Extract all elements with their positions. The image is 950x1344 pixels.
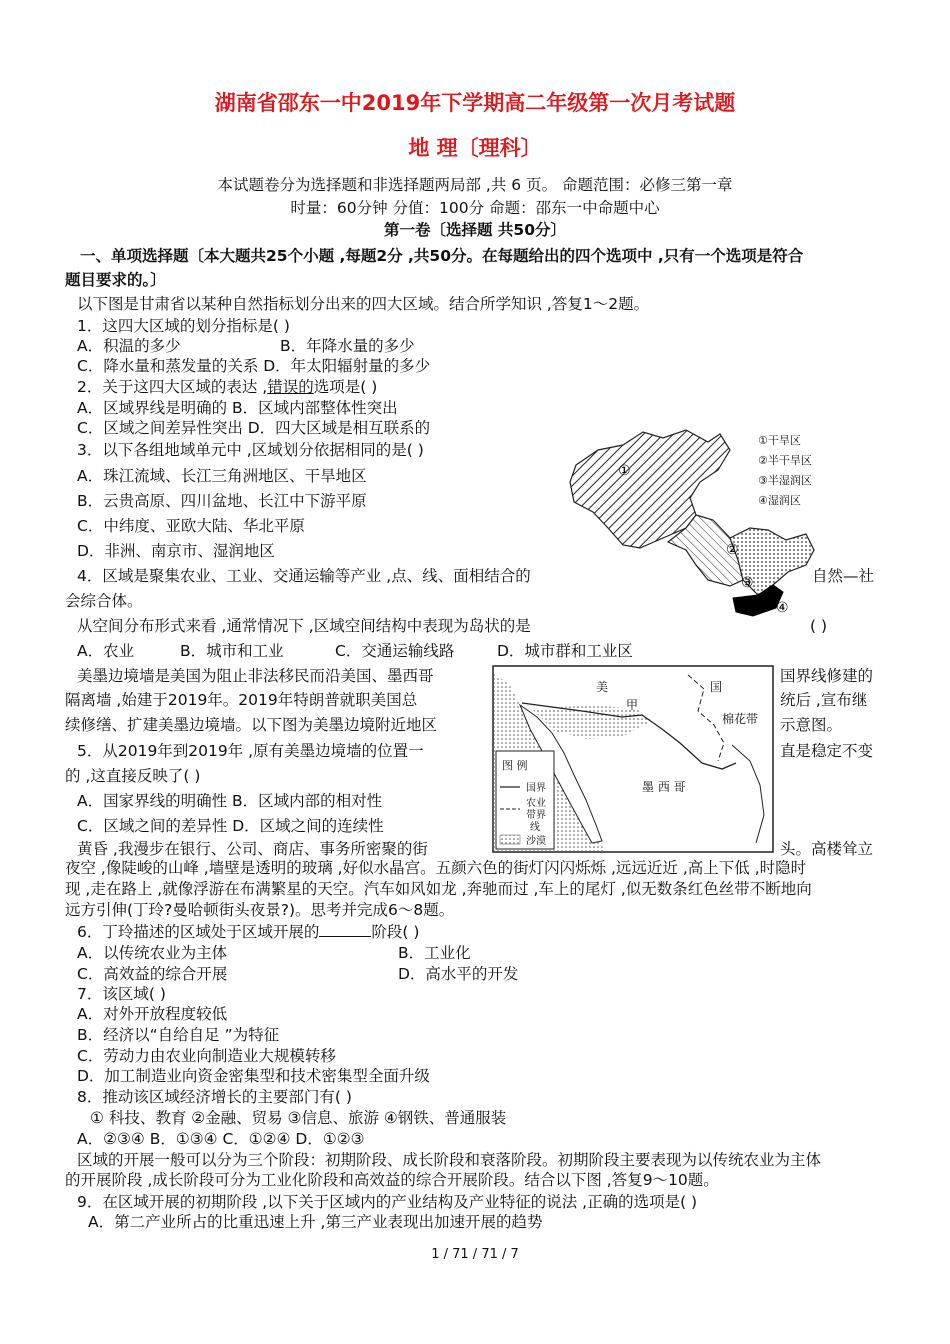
q6-option-d: D．高水平的开发: [398, 965, 519, 983]
label-us-1: 美: [596, 680, 609, 694]
question-1: 1．这四大区域的划分指标是( ): [77, 317, 290, 335]
q8-options: A．②③④ B．①③④ C．①②④ D．①②③: [77, 1130, 365, 1148]
section-title: 第一卷〔选择题 共50分〕: [384, 221, 566, 239]
passage-9-line-1: 区域的开展一般可以分为三个阶段：初期阶段、成长阶段和衰落阶段。初期阶段主要表现为以传统农业为主体: [77, 1151, 822, 1169]
gansu-region-map: [568, 420, 888, 620]
q2-text-pre: 2．关于这四大区域的表达 ,: [77, 378, 268, 396]
question-4-right: 自然—社: [812, 567, 875, 585]
part1-heading-cont: 题目要求的。〕: [65, 271, 166, 289]
legend-border: 国界: [526, 783, 546, 794]
question-8: 8．推动该区域经济增长的主要部门有( ): [77, 1088, 352, 1106]
question-5-right: 直是稳定不变: [780, 742, 874, 760]
passage-6-line-4: 远方引伸(丁玲?曼哈顿街头夜景?)。思考并完成6～8题。: [65, 901, 455, 919]
q6-option-b: B．工业化: [398, 944, 471, 962]
q6-text-pre: 6．丁玲描述的区域处于区域开展的: [77, 923, 320, 941]
exam-info-line-2: 时量：60分钟 分值：100分 命题：邵东一中命题中心: [290, 199, 660, 217]
q3-option-a: A．珠江流域、长江三角洲地区、干旱地区: [77, 467, 367, 485]
q2-options-ab: A．区域界线是明确的 B．区域内部整体性突出: [77, 399, 398, 417]
q5-options-ab: A．国家界线的明确性 B．区域内部的相对性: [77, 792, 383, 810]
zone-mark-4: ④: [776, 600, 789, 616]
q2-underlined: 错误的: [267, 378, 314, 396]
q1-option-b: B．年降水量的多少: [280, 337, 415, 355]
zone-mark-1: ①: [618, 463, 631, 479]
question-5-cont: 的 ,这直接反映了( ): [65, 767, 201, 785]
q4-option-b: B．城市和工业: [180, 642, 284, 660]
zone-mark-2: ②: [726, 542, 739, 558]
q3-option-d: D．非洲、南京市、湿润地区: [77, 542, 275, 560]
passage-5-line-1: 美墨边境墙是美国为阻止非法移民而沿美国、墨西哥: [77, 667, 434, 685]
q7-option-b: B．经济以“自给自足 ”为特征: [77, 1026, 280, 1044]
passage-6-line-1: 黄昏 ,我漫步在银行、公司、商店、事务所密聚的街: [77, 840, 428, 858]
q7-option-a: A．对外开放程度较低: [77, 1005, 228, 1023]
q4-option-a: A．农业: [77, 642, 135, 660]
q6-blank: [319, 922, 371, 937]
us-mexico-border-map: [492, 665, 774, 853]
legend-humid: ④湿润区: [758, 494, 801, 507]
passage-5-right-2: 统后 ,宣布继: [780, 691, 868, 709]
label-us-2: 国: [710, 680, 723, 694]
question-3: 3．以下各组地域单元中 ,区域划分依据相同的是( ): [77, 441, 424, 459]
question-6: [77, 922, 419, 942]
question-4-cont: 会综合体。: [65, 592, 143, 610]
q8-items: ① 科技、教育 ②金融、贸易 ③信息、旅游 ④钢铁、普通服装: [90, 1109, 507, 1127]
subject-title: 地 理〔理科〕: [408, 136, 542, 160]
part1-heading: 一、单项选择题〔本大题共25个小题 ,每题2分 ,共50分。在每题给出的四个选项中 ,只有一个选项是符合: [80, 247, 804, 265]
q1-options-cd: C．降水量和蒸发量的关系 D．年太阳辐射量的多少: [77, 357, 431, 375]
passage-5-line-3: 续修缮、扩建美墨边境墙。以下图为美墨边境附近地区: [65, 716, 438, 734]
q9-option-a: A．第二产业所占的比重迅速上升 ,第三产业表现出加速开展的趋势: [88, 1213, 543, 1231]
legend-belt-3: 线: [530, 822, 540, 833]
q2-text-post: 选项是( ): [313, 378, 378, 396]
passage-6-right-1: 头。高楼耸立: [780, 840, 874, 858]
passage-6-line-2: 夜空 ,像陡峻的山峰 ,墙壁是透明的玻璃 ,好似水晶宫。五颜六色的街灯闪闪烁烁 ,远远近近 ,高上下低 ,时隐时: [65, 859, 807, 877]
legend-belt-1: 农业: [526, 798, 546, 809]
passage-5-line-2: 隔离墙 ,始建于2019年。2019年特朗普就职美国总: [65, 691, 418, 709]
q6-option-a: A．以传统农业为主体: [77, 944, 228, 962]
q1-option-a: A．积温的多少: [77, 337, 181, 355]
q3-option-b: B．云贵高原、四川盆地、长江中下游平原: [77, 492, 367, 510]
question-4-paren: ( ): [810, 617, 828, 635]
passage-9-line-2: 的开展阶段 ,成长阶段可分为工业化阶段和高效益的综合开展阶段。结合以下图 ,答复9～10题。: [65, 1171, 719, 1189]
zone-mark-3: ③: [741, 575, 754, 591]
page-number: 1 / 71 / 71 / 7: [431, 1247, 519, 1262]
question-9: 9．在区域开展的初期阶段 ,以下关于区域内的产业结构及产业特征的说法 ,正确的选项是( ): [77, 1193, 698, 1211]
legend-semihumid: ③半湿润区: [758, 474, 812, 487]
passage-5-right-3: 示意图。: [780, 716, 843, 734]
q6-text-post: 阶段( ): [371, 923, 420, 941]
question-7: 7．该区域( ): [77, 985, 166, 1003]
label-mexico: 墨 西 哥: [642, 780, 686, 794]
intro-q1-2: 以下图是甘肃省以某种自然指标划分出来的四大区域。结合所学知识 ,答复1～2题。: [77, 295, 650, 313]
legend-arid: ①干旱区: [758, 434, 801, 447]
q7-option-c: C．劳动力由农业向制造业大规模转移: [77, 1047, 336, 1065]
question-4: 4．区域是聚集农业、工业、交通运输等产业 ,点、线、面相结合的: [77, 567, 531, 585]
q2-options-cd: C．区域之间差异性突出 D．四大区域是相互联系的: [77, 419, 431, 437]
exam-info-line-1: 本试题卷分为选择题和非选择题两局部 ,共 6 页。 命题范围：必修三第一章: [217, 176, 733, 194]
q6-option-c: C．高效益的综合开展: [77, 965, 228, 983]
q5-options-cd: C．区域之间的差异性 D．区域之间的连续性: [77, 817, 384, 835]
question-4-ask: 从空间分布形式来看 ,通常情况下 ,区域空间结构中表现为岛状的是: [77, 617, 531, 635]
passage-6-line-3: 现 ,走在路上 ,就像浮游在布满繁星的天空。汽车如风如龙 ,奔驰而过 ,车上的尾灯 ,似无数条红色丝带不断地向: [65, 880, 812, 898]
q3-option-c: C．中纬度、亚欧大陆、华北平原: [77, 517, 305, 535]
question-2: [77, 377, 377, 397]
exam-title: 湖南省邵东一中2019年下学期高二年级第一次月考试题: [214, 91, 736, 115]
label-jia: 甲: [626, 698, 639, 712]
legend-desert: 沙漠: [526, 836, 546, 847]
q4-option-c: C．交通运输线路: [335, 642, 455, 660]
question-5: 5．从2019年到2019年 ,原有美墨边境墙的位置一: [77, 742, 424, 760]
legend-title: 图 例: [502, 759, 528, 772]
q7-option-d: D．加工制造业向资金密集型和技术密集型全面升级: [77, 1067, 430, 1085]
legend-semiarid: ②半干旱区: [758, 454, 812, 467]
passage-5-right-1: 国界线修建的: [780, 667, 874, 685]
legend-belt-2: 带界: [526, 810, 546, 821]
q4-option-d: D．城市群和工业区: [497, 642, 633, 660]
label-cotton-belt: 棉花带: [722, 712, 759, 726]
